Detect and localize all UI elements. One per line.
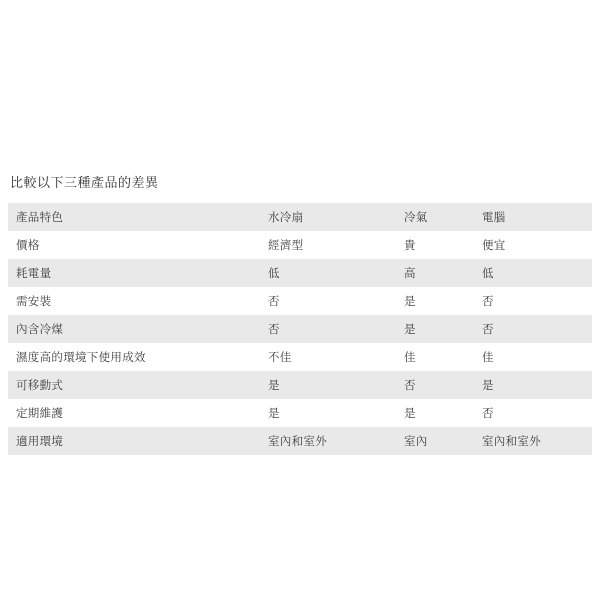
table-row — [8, 259, 592, 287]
table-row — [8, 427, 592, 455]
page-title: 比較以下三種產品的差異 — [10, 176, 159, 191]
column-header-product-2: 冷氣 — [404, 210, 428, 224]
table-row — [8, 371, 592, 399]
row-label: 內含冷煤 — [16, 322, 64, 336]
table-row — [8, 343, 592, 371]
product-comparison-table — [8, 203, 592, 455]
row-value-product-1: 否 — [268, 322, 280, 336]
row-value-product-3: 佳 — [482, 350, 494, 364]
row-value-product-2: 是 — [404, 294, 416, 308]
row-value-product-3: 室內和室外 — [482, 434, 541, 448]
row-value-product-2: 貴 — [404, 238, 416, 252]
row-value-product-3: 低 — [482, 266, 494, 280]
row-value-product-3: 是 — [482, 378, 494, 392]
row-value-product-2: 是 — [404, 322, 416, 336]
row-label: 濕度高的環境下使用成效 — [16, 350, 146, 364]
table-row — [8, 315, 592, 343]
row-value-product-1: 不佳 — [268, 350, 292, 364]
row-value-product-1: 低 — [268, 266, 280, 280]
row-label: 定期維護 — [16, 406, 64, 420]
row-value-product-3: 否 — [482, 294, 494, 308]
table-body — [8, 231, 592, 455]
row-label: 價格 — [16, 238, 40, 252]
row-value-product-1: 是 — [268, 406, 280, 420]
row-value-product-1: 是 — [268, 378, 280, 392]
row-value-product-1: 經濟型 — [268, 238, 304, 252]
table-row — [8, 231, 592, 259]
row-label: 耗電量 — [16, 266, 52, 280]
column-header-product-3: 電腦 — [482, 210, 506, 224]
row-value-product-3: 否 — [482, 322, 494, 336]
row-value-product-3: 否 — [482, 406, 494, 420]
row-label: 可移動式 — [16, 378, 64, 392]
row-value-product-2: 是 — [404, 406, 416, 420]
row-value-product-2: 室內 — [404, 434, 428, 448]
column-header-feature: 產品特色 — [16, 210, 64, 224]
table-row — [8, 399, 592, 427]
row-value-product-3: 便宜 — [482, 238, 506, 252]
row-label: 適用環境 — [16, 434, 64, 448]
row-value-product-1: 室內和室外 — [268, 434, 327, 448]
row-value-product-1: 否 — [268, 294, 280, 308]
table-row — [8, 287, 592, 315]
row-label: 需安裝 — [16, 294, 52, 308]
table-header-row — [8, 203, 592, 231]
row-value-product-2: 高 — [404, 266, 416, 280]
column-header-product-1: 水冷扇 — [268, 210, 304, 224]
row-value-product-2: 佳 — [404, 350, 416, 364]
row-value-product-2: 否 — [404, 378, 416, 392]
table-header — [8, 203, 592, 231]
